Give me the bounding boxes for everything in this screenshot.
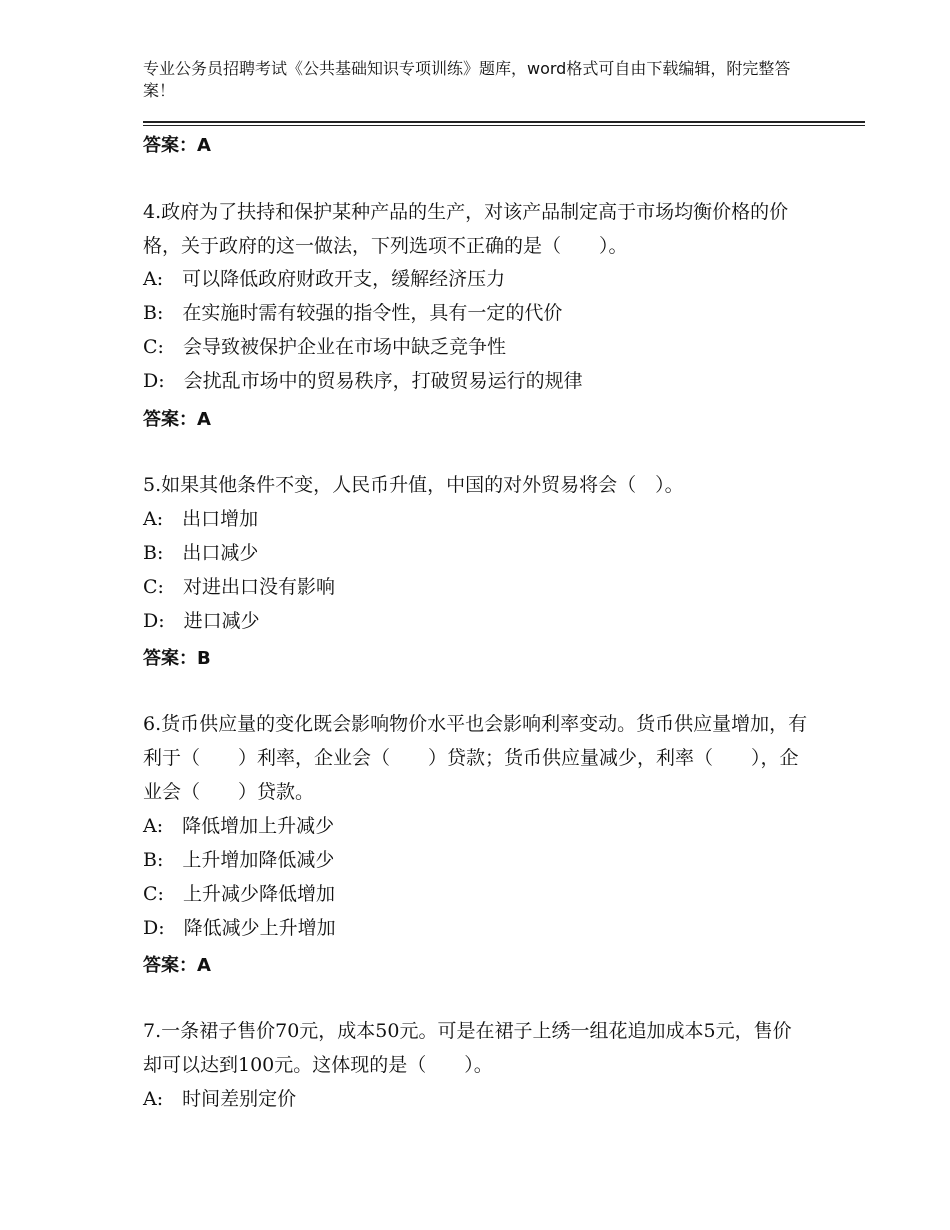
- question-5-option-c: C: 对进出口没有影响: [143, 576, 335, 598]
- question-7-option-a: A: 时间差别定价: [143, 1088, 297, 1110]
- question-4-option-c: C: 会导致被保护企业在市场中缺乏竞争性: [143, 336, 506, 358]
- question-5-option-d: D: 进口减少: [143, 610, 260, 632]
- question-4-text: 4.政府为了扶持和保护某种产品的生产，对该产品制定高于市场均衡价格的价格，关于政府的这一做法，下列选项不正确的是（ ）。: [143, 201, 789, 257]
- question-6-answer: 答案：A: [143, 955, 211, 976]
- header-divider-thin: [143, 125, 865, 126]
- question-4-answer: 答案：A: [143, 409, 211, 430]
- question-4-option-b: B: 在实施时需有较强的指令性，具有一定的代价: [143, 302, 563, 324]
- question-5-option-a: A: 出口增加: [143, 508, 259, 530]
- question-6-option-c: C: 上升减少降低增加: [143, 883, 335, 905]
- question-5-answer: 答案：B: [143, 648, 211, 669]
- question-5-option-b: B: 出口减少: [143, 542, 259, 564]
- question-6-option-b: B: 上升增加降低减少: [143, 849, 335, 871]
- document-header: 专业公务员招聘考试《公共基础知识专项训练》题库，word格式可自由下载编辑，附完整答案！: [143, 59, 791, 100]
- question-7-text: 7.一条裙子售价70元，成本50元。可是在裙子上绣一组花追加成本5元，售价却可以达到100元。这体现的是（ ）。: [143, 1020, 792, 1076]
- question-6-text: 6.货币供应量的变化既会影响物价水平也会影响利率变动。货币供应量增加，有利于（ ）利率，企业会（ ）贷款；货币供应量减少，利率（ ），企业会（ ）贷款。: [143, 713, 808, 803]
- question-5-text: 5.如果其他条件不变，人民币升值，中国的对外贸易将会（ ）。: [143, 474, 684, 496]
- question-4-option-a: A: 可以降低政府财政开支，缓解经济压力: [143, 268, 506, 290]
- question-4-option-d: D: 会扰乱市场中的贸易秩序，打破贸易运行的规律: [143, 370, 583, 392]
- header-divider: [143, 121, 865, 123]
- answer-label: 答案：A: [143, 135, 211, 156]
- question-6-option-d: D: 降低减少上升增加: [143, 917, 336, 939]
- question-6-option-a: A: 降低增加上升减少: [143, 815, 335, 837]
